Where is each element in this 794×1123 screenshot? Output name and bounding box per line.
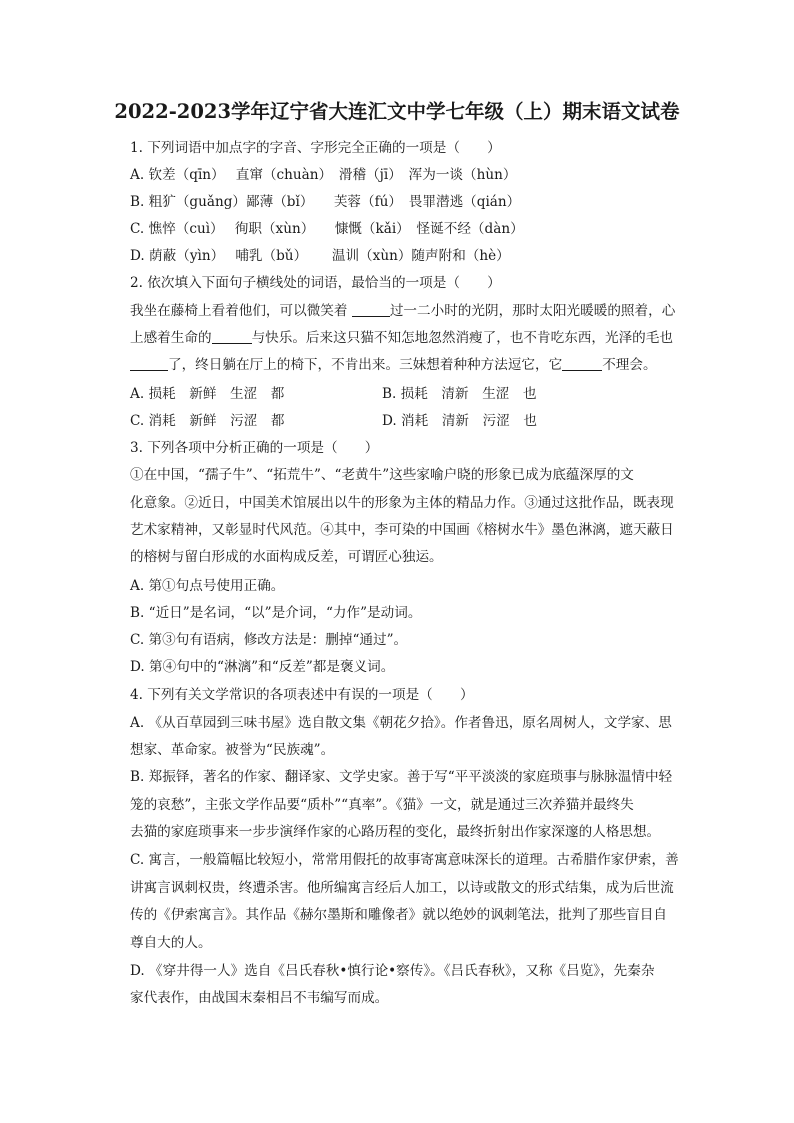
q4-option-c-line-1: C. 寓言，一般篇幅比较短小，常常用假托的故事寄寓意味深长的道理。古希腊作家伊索，善 [130, 852, 679, 868]
q4-option-b-line-3: 去猫的家庭琐事来一步步演绎作家的心路历程的变化，最终折射出作家深邃的人格思想。 [130, 824, 661, 840]
q2-passage-2b: 与快乐。后来这只猫不知怎地忽然消瘦了，也不肯吃东西，光泽的毛也 [251, 330, 673, 346]
q1-option-b: B. 粗犷（guǎng）鄙薄（bǐ） 芙蓉（fú） 畏罪潜逃（qián） [130, 194, 521, 210]
q4-option-c-line-2: 讲寓言讽刺权贵，终遭杀害。他所编寓言经后人加工，以诗或散文的形式结集，成为后世流 [130, 880, 674, 896]
q4-option-c-line-4: 尊自大的人。 [130, 935, 212, 951]
q2-option-b: B. 损耗 清新 生涩 也 [382, 386, 537, 402]
q3-option-c: C. 第③句有语病，修改方法是：删掉“通过”。 [130, 632, 408, 648]
q3-option-b: B. “近日”是名词，“以”是介词，“力作”是动词。 [130, 605, 422, 621]
q2-blank-1 [352, 302, 390, 317]
q3-passage-line-1: ①在中国，“孺子牛”、“拓荒牛”、“老黄牛”这些家喻户晓的形象已成为底蕴深厚的文 [130, 467, 634, 483]
q3-passage-line-3: 艺术家精神，又彰显时代风范。④其中，李可染的中国画《榕树水牛》墨色淋漓，遮天蔽日 [130, 522, 674, 538]
q4-stem: 4. 下列有关文学常识的各项表述中有误的一项是（ ） [130, 687, 474, 703]
q2-passage-line-2 [130, 328, 673, 348]
q2-passage-1a: 我坐在藤椅上看着他们，可以微笑着 [130, 303, 348, 319]
q3-passage-line-2: 化意象。②近日，中国美术馆展出以牛的形象为主体的精品力作。③通过这批作品，既表现 [130, 495, 674, 511]
q2-option-c: C. 消耗 新鲜 污涩 都 [130, 413, 285, 429]
q2-option-d: D. 消耗 清新 污涩 也 [382, 413, 537, 429]
q3-passage-line-4: 的榕树与留白形成的水面构成反差，可谓匠心独运。 [130, 549, 443, 565]
q2-passage-1b: 过一二小时的光阴，那时太阳光暖暖的照着，心 [389, 303, 676, 319]
q2-blank-4 [562, 356, 602, 371]
q1-option-d: D. 荫蔽（yìn） 哺乳（bǔ） 温训（xùn）随声附和（hè） [130, 248, 510, 264]
q4-option-b-line-1: B. 郑振铎，著名的作家、翻译家、文学史家。善于写“平平淡淡的家庭琐事与脉脉温情中轻 [130, 769, 673, 785]
q2-passage-2a: 上感着生命的 [130, 330, 212, 346]
q1-stem: 1. 下列词语中加点字的字音、字形完全正确的一项是（ ） [130, 140, 501, 156]
q2-passage-line-3 [130, 355, 657, 375]
q4-option-b-line-2: 笼的哀愁”，主张文学作品要“质朴”“真率”。《猫》一文，就是通过三次养猫并最终失 [130, 797, 634, 813]
q2-blank-3 [130, 356, 168, 371]
q2-stem: 2. 依次填入下面句子横线处的词语，最恰当的一项是（ ） [130, 275, 501, 291]
q4-option-d-line-1: D. 《穿井得一人》选自《吕氏春秋•慎行论•察传》。《吕氏春秋》，又称《吕览》，先秦杂 [130, 963, 655, 979]
q2-option-a: A. 损耗 新鲜 生涩 都 [130, 386, 285, 402]
q1-option-a: A. 钦差（qīn） 直窜（chuàn） 滑稽（jī） 浑为一谈（hùn） [130, 167, 517, 183]
q2-passage-3b: 不理会。 [602, 357, 657, 373]
q1-option-c: C. 憔悴（cuì） 徇职（xùn） 慷慨（kǎi） 怪诞不经（dàn） [130, 221, 524, 237]
q4-option-d-line-2: 家代表作，由战国末秦相吕不韦编写而成。 [130, 990, 389, 1006]
q3-option-d: D. 第④句中的“淋漓”和“反差”都是褒义词。 [130, 659, 395, 675]
q2-passage-3a: 了，终日躺在厅上的椅下，不肯出来。三妹想着种种方法逗它，它 [168, 357, 563, 373]
q2-passage-line-1 [130, 301, 675, 321]
q4-option-a-line-1: A. 《从百草园到三味书屋》选自散文集《朝花夕拾》。作者鲁迅，原名周树人，文学家、思 [130, 715, 672, 731]
q3-option-a: A. 第①句点号使用正确。 [130, 578, 285, 594]
exam-title: 2022-2023学年辽宁省大连汇文中学七年级（上）期末语文试卷 [114, 100, 680, 123]
q2-blank-2 [212, 329, 252, 344]
q4-option-a-line-2: 想家、革命家。被誉为“民族魂”。 [130, 742, 335, 758]
q3-stem: 3. 下列各项中分析正确的一项是（ ） [130, 440, 379, 456]
q4-option-c-line-3: 传的《伊索寓言》。其作品《赫尔墨斯和雕像者》就以绝妙的讽刺笔法，批判了那些盲目自 [130, 907, 667, 923]
